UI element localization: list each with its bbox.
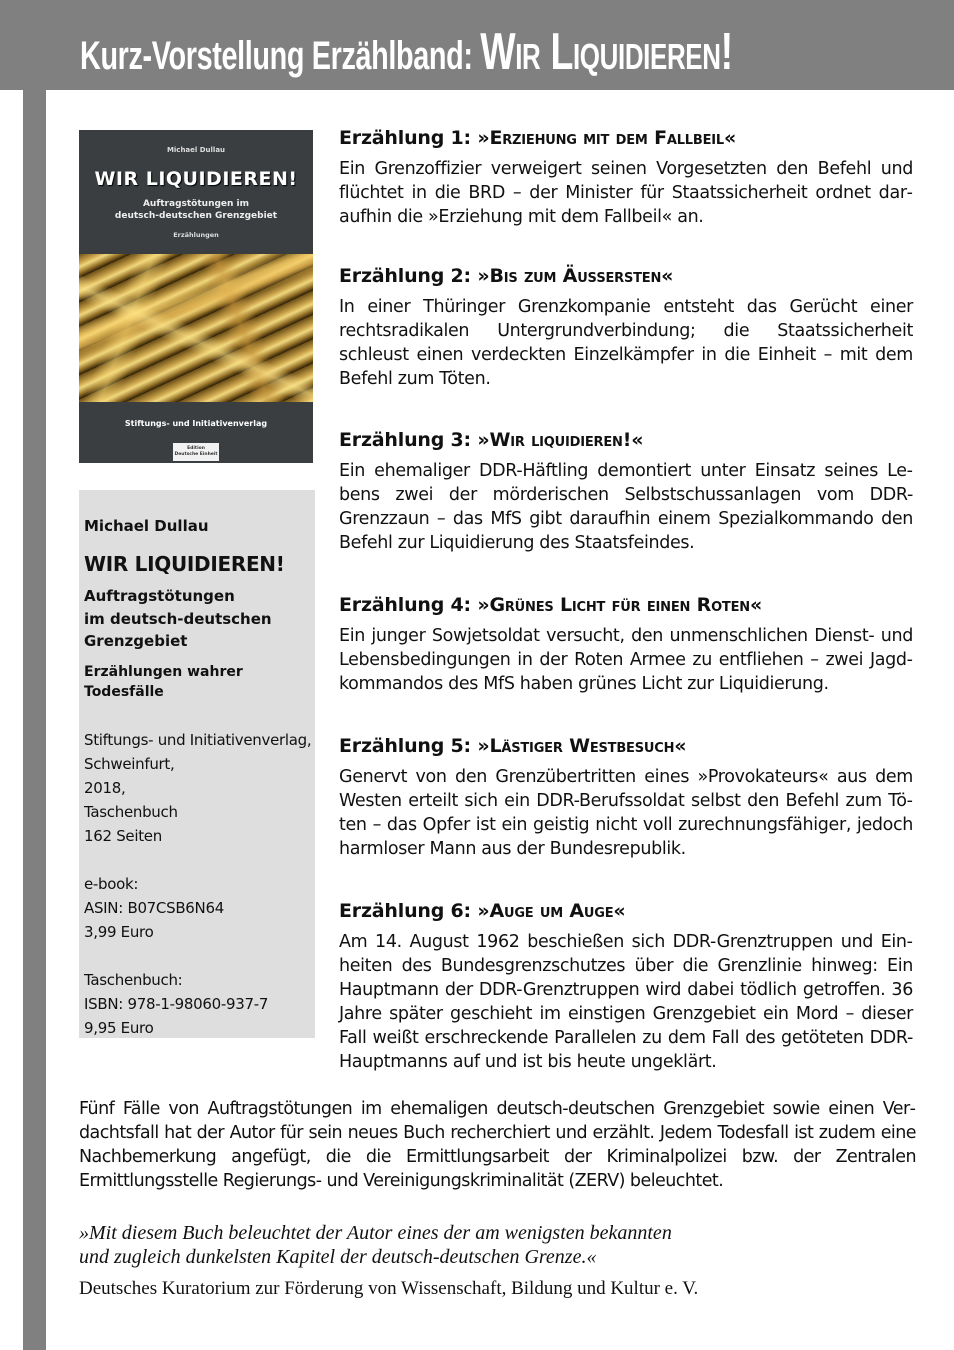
book-summary: Fünf Fälle von Auftragstötungen im ehemaligen deutsch-deutschen Grenzgebiet sowie einen Verdachtsfall hat der Autor für sein neues Buch recherchiert und erzählt. Jedem Todesfall ist zudem eine Nachbemerkung angefügt, die die Ermittlungsarbeit der Kriminalpolizei bzw. der Zentralen Ermittlungsstelle Regierungs- und Vereinigungskriminalität (ZERV) beleuchtet. — [79, 1099, 916, 1191]
cover-author: Michael Dullau — [166, 146, 226, 154]
story-title: Wir liquidieren! — [489, 429, 632, 451]
cover-subtitle-line: deutsch-deutschen Grenzgebiet — [114, 211, 278, 221]
publication-line: Taschenbuch — [84, 802, 178, 821]
story-heading — [339, 733, 913, 759]
story-title: Lästiger Westbesuch — [489, 735, 675, 757]
info-subtitle — [84, 585, 315, 653]
publication-line: Stiftungs- und Initiativenverlag, — [84, 730, 312, 749]
story-quote-close: « — [631, 429, 644, 451]
ebook-line: 3,99 Euro — [84, 922, 154, 941]
story-label: Erzählung 6: » — [339, 900, 490, 922]
left-decorative-rule — [23, 90, 46, 1350]
book-info-box — [79, 490, 315, 1038]
story-label: Erzählung 4: » — [339, 594, 490, 616]
badge-line: Deutsche Einheit — [174, 452, 218, 457]
story-heading — [339, 263, 913, 289]
story-quote-close: « — [749, 594, 763, 616]
story-title: Erziehung mit dem Fallbeil — [489, 127, 724, 149]
story-text: Am 14. August 1962 beschießen sich DDR-Grenztruppen und Einheiten des Bundesgrenzschutzes über die Grenzlinie hinweg: Ein Hauptmann der DDR-Grenztruppen wird dabei tödlich getroffen. 36 Jahre später geschieht im einstigen Grenzgebiet ein Mord – dieser Fall weißt erschreckende Parallelen zu dem Fall des getöteten DDR-Hauptmanns auf und ist bis heute ungeklärt. — [339, 932, 913, 1072]
story-item — [339, 427, 913, 555]
story-title: Grünes Licht für einen Roten — [489, 594, 750, 616]
story-label: Erzählung 2: » — [339, 265, 490, 287]
story-item — [339, 898, 913, 1074]
cover-subtitle-line: Auftragstötungen im — [142, 199, 250, 209]
ebook-line: e-book: — [84, 874, 139, 893]
story-title: Auge um Auge — [489, 900, 614, 922]
story-quote-close: « — [613, 900, 626, 922]
page-title — [80, 22, 733, 82]
publication-line: 2018, — [84, 778, 126, 797]
info-title: WIR LIQUIDIEREN! — [84, 552, 285, 576]
publication-line: Schweinfurt, — [84, 754, 175, 773]
story-heading — [339, 898, 913, 924]
story-item — [339, 592, 913, 696]
story-text: Genervt von den Grenzübertritten eines »Provokateurs« aus dem Westen erteilt sich ein DDR-Berufssoldat selbst den Befehl zum Töten – das Opfer ist ein geistig nicht voll zurechnungsfähiger, jedoch harmloser Mann aus der Bundesrepublik. — [339, 767, 913, 859]
paperback-line: Taschenbuch: — [84, 970, 183, 989]
story-quote-close: « — [674, 735, 687, 757]
paperback-line: 9,95 Euro — [84, 1018, 154, 1037]
info-details — [84, 728, 315, 1040]
badge-line: Edition — [187, 446, 205, 451]
story-text: Ein Grenzoffizier verweigert seinen Vorgesetzten den Befehl und flüchtet in die BRD – der Minister für Staatssicherheit ordnet daraufhin die »Erziehung mit dem Fallbeil« an. — [339, 159, 913, 227]
info-genre: Erzählungen wahrer Todesfälle — [84, 663, 243, 700]
header-bar — [0, 0, 954, 90]
cover-edition-badge — [173, 443, 219, 461]
quote-source: Deutsches Kuratorium zur Förderung von Wissenschaft, Bildung und Kultur e. V. — [79, 1278, 699, 1299]
spacer — [84, 944, 315, 968]
story-text: Ein ehemaliger DDR-Häftling demontiert unter Einsatz seines Lebens zwei der mörderischen Selbstschussanlagen vom DDR-Grenzzaun – das MfS gibt daraufhin einem Spezialkommando den Befehl zur Liquidierung des Staatsfeindes. — [339, 461, 913, 553]
cover-publisher: Stiftungs- und Initiativenverlag — [124, 419, 268, 428]
ebook-line: ASIN: B07CSB6N64 — [84, 898, 224, 917]
page-title-book: Wir Liquidieren! — [480, 23, 733, 81]
story-title: Bis zum Äußersten — [489, 265, 662, 287]
info-subtitle-line: Grenzgebiet — [84, 632, 188, 650]
story-text: In einer Thüringer Grenzkompanie entsteht das Gerücht einer rechtsradikalen Untergrundverbindung; die Staatssicherheit schleust einen verdeckten Einzelkämpfer in die Einheit – mit dem Befehl zum Töten. — [339, 297, 913, 389]
quote-line: »Mit diesem Buch beleuchtet der Autor eines der am wenigsten bekannten — [79, 1222, 672, 1244]
cover-bullets-photo — [79, 254, 313, 402]
cover-title: WIR LIQUIDIEREN! — [94, 168, 298, 190]
story-heading — [339, 125, 913, 151]
story-quote-close: « — [661, 265, 674, 287]
info-subtitle-line: im deutsch-deutschen — [84, 609, 272, 628]
story-item — [339, 125, 913, 229]
page-title-prefix: Kurz-Vorstellung Erzählband: — [80, 34, 481, 78]
story-quote-close: « — [723, 127, 737, 149]
cover-subtitle — [79, 198, 313, 222]
story-item — [339, 263, 913, 391]
info-subtitle-line: Auftragstötungen — [84, 587, 235, 605]
cover-genre: Erzählungen — [173, 231, 219, 239]
story-item — [339, 733, 913, 861]
quote-line: und zugleich dunkelsten Kapitel der deutsch-deutschen Grenze.« — [79, 1246, 597, 1268]
story-heading — [339, 592, 913, 618]
story-label: Erzählung 1: » — [339, 127, 490, 149]
story-label: Erzählung 3: » — [339, 429, 490, 451]
story-label: Erzählung 5: » — [339, 735, 490, 757]
publication-line: 162 Seiten — [84, 826, 162, 845]
paperback-line: ISBN: 978-1-98060-937-7 — [84, 994, 269, 1013]
info-author: Michael Dullau — [84, 517, 209, 535]
spacer — [84, 848, 315, 872]
review-quote — [79, 1221, 779, 1269]
book-cover — [79, 130, 313, 463]
story-text: Ein junger Sowjetsoldat versucht, den unmenschlichen Dienst- und Lebensbedingungen in der Roten Armee zu entfliehen – zwei Jagdkommandos des MfS haben grünes Licht zur Liquidierung. — [339, 626, 913, 694]
story-heading — [339, 427, 913, 453]
